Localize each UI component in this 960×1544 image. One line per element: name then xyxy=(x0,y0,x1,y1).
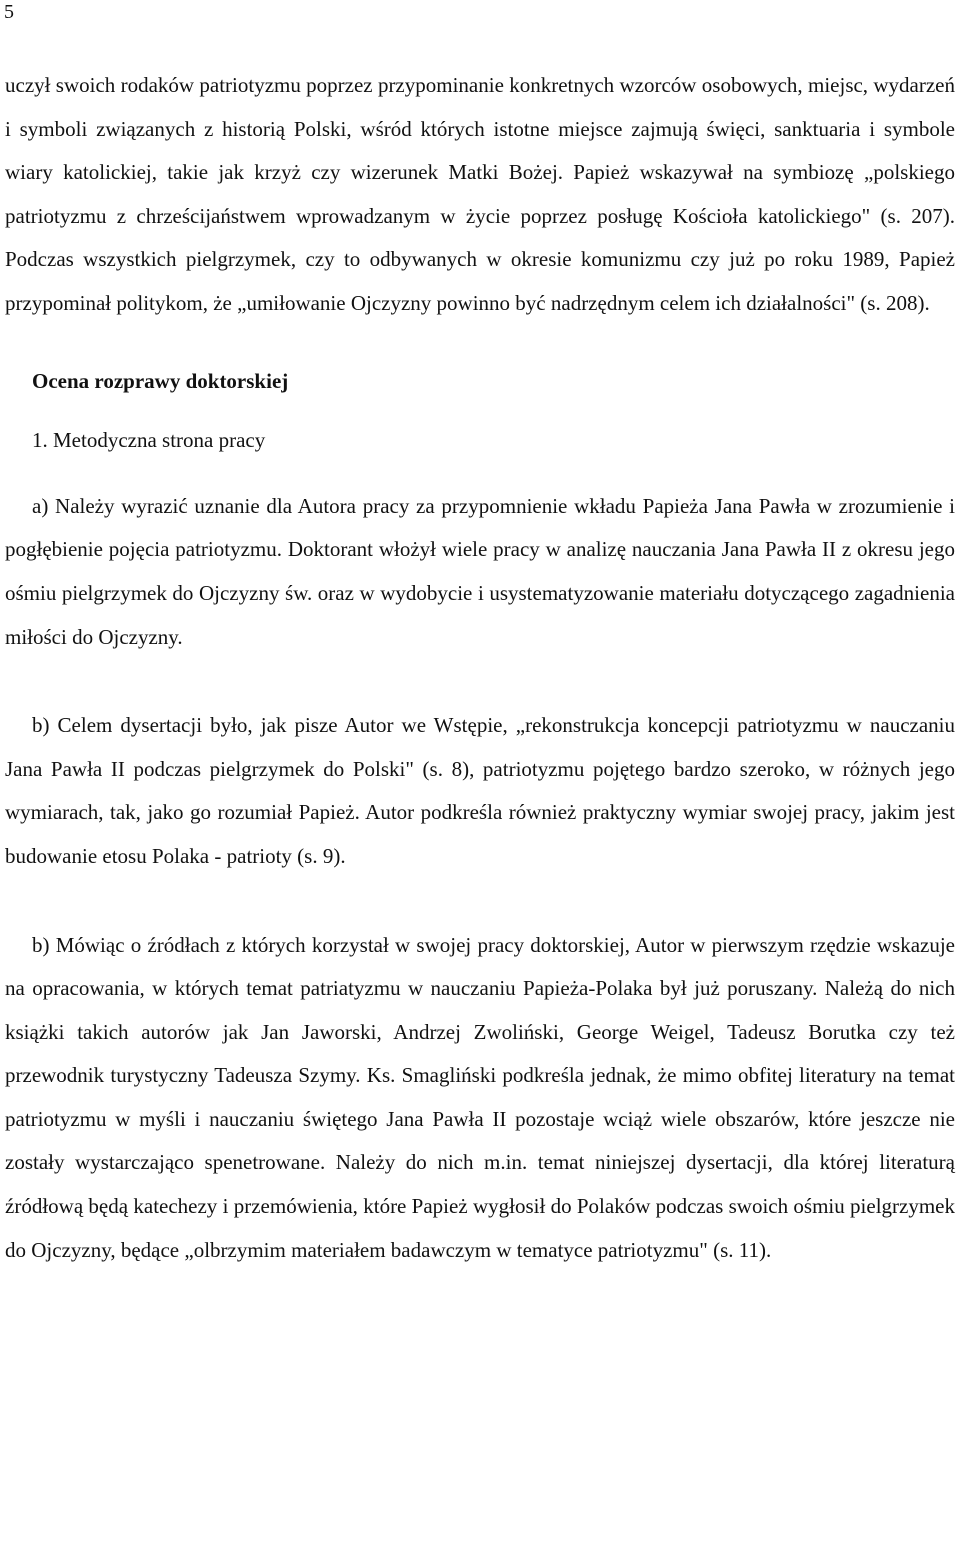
subsection-heading: 1. Metodyczna strona pracy xyxy=(32,428,266,453)
intro-paragraph: uczył swoich rodaków patriotyzmu poprzez przypominanie konkretnych wzorców osobowych, miejsc, wydarzeń i symboli związanych z historią Polski, wśród których istotne miejsce zajmują święci, sanktuaria i symbole wiary katolickiej, takie jak krzyż czy wizerunek Matki Bożej. Papież wskazywał na symbiozę „polskiego patriotyzmu z chrześcijaństwem wprowadzanym w życie poprzez posługę Kościoła katolickiego" (s. 207). Podczas wszystkich pielgrzymek, czy to odbywanych w okresie komunizmu czy już po roku 1989, Papież przypominał politykom, że „umiłowanie Ojczyzny powinno być nadrzędnym celem ich działalności" (s. 208). xyxy=(5,73,955,315)
document-body xyxy=(5,64,955,1272)
point-b2-paragraph: b) Mówiąc o źródłach z których korzystał w swojej pracy doktorskiej, Autor w pierwszym rzędzie wskazuje na opracowania, w których temat patriatyzmu w nauczaniu Papieża-Polaka był już poruszany. Należą do nich książki takich autorów jak Jan Jaworski, Andrzej Zwoliński, George Weigel, Tadeusz Borutka czy też przewodnik turystyczny Tadeusza Szymy. Ks. Smagliński podkreśla jednak, że mimo obfitej literatury na temat patriotyzmu w myśli i nauczaniu świętego Jana Pawła II pozostaje wciąż wiele obszarów, które jeszcze nie zostały wystarczająco spenetrowane. Należy do nich m.in. temat niniejszej dysertacji, dla której literaturą źródłową będą katechezy i przemówienia, które Papież wygłosił do Polaków podczas swoich ośmiu pielgrzymek do Ojczyzny, będące „olbrzymim materiałem badawczym w tematyce patriotyzmu" (s. 11). xyxy=(5,932,955,1262)
section-heading: Ocena rozprawy doktorskiej xyxy=(32,368,289,393)
point-b1-paragraph: b) Celem dysertacji było, jak pisze Autor we Wstępie, „rekonstrukcja koncepcji patriotyzmu w nauczaniu Jana Pawła II podczas pielgrzymek do Polski" (s. 8), patriotyzmu pojętego bardzo szeroko, w różnych jego wymiarach, tak, jako go rozumiał Papież. Autor podkreśla również praktyczny wymiar swojej pracy, jakim jest budowanie etosu Polaka - patrioty (s. 9). xyxy=(5,713,955,868)
page-number: 5 xyxy=(4,1,14,23)
point-a-paragraph: a) Należy wyrazić uznanie dla Autora pracy za przypomnienie wkładu Papieża Jana Pawła w zrozumienie i pogłębienie pojęcia patriotyzmu. Doktorant włożył wiele pracy w analizę nauczania Jana Pawła II z okresu jego ośmiu pielgrzymek do Ojczyzny św. oraz w wydobycie i usystematyzowanie materiału dotyczącego zagadnienia miłości do Ojczyzny. xyxy=(5,493,955,649)
